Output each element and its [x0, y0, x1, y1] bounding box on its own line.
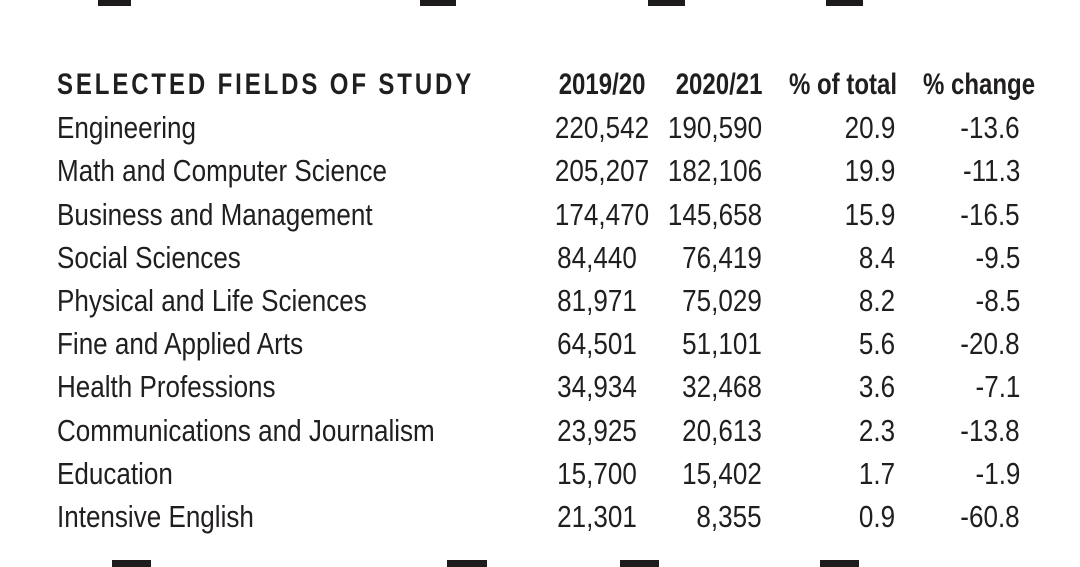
value-2019-20-cell [537, 365, 637, 408]
value-2020-21-text: 51,101 [682, 326, 762, 362]
table-row [57, 149, 1020, 192]
pct-change-text: -8.5 [975, 282, 1020, 318]
pct-change-cell [895, 193, 1020, 236]
value-2019-20-cell [537, 193, 650, 236]
table-row [57, 452, 1020, 495]
cut-off-text-fragment-bottom-3 [620, 560, 659, 567]
value-2019-20-cell [537, 495, 637, 538]
column-header-2020-21: 2020/21 [675, 68, 762, 101]
pct-of-total-cell [762, 193, 895, 236]
pct-of-total-cell [762, 495, 895, 538]
pct-change-text: -9.5 [975, 239, 1020, 275]
field-name-text: Business and Management [57, 196, 373, 232]
column-header-2019-20: 2019/20 [558, 68, 646, 101]
table-row [57, 495, 1020, 538]
value-2019-20-cell [537, 409, 637, 452]
pct-of-total-cell [762, 452, 895, 495]
value-2019-20-text: 84,440 [557, 239, 637, 275]
pct-change-text: -16.5 [960, 196, 1020, 232]
value-2019-20-text: 34,934 [557, 369, 637, 405]
pct-of-total-text: 1.7 [858, 455, 895, 491]
field-name-cell [57, 236, 537, 279]
table-row [57, 365, 1020, 408]
field-name-cell [57, 409, 537, 452]
value-2019-20-text: 21,301 [557, 498, 637, 534]
value-2020-21-text: 75,029 [682, 282, 762, 318]
field-name-text: Health Professions [57, 369, 276, 405]
pct-change-text: -13.6 [960, 110, 1020, 146]
value-2020-21-cell [637, 495, 762, 538]
field-name-cell [57, 279, 537, 322]
pct-change-cell [895, 322, 1020, 365]
pct-change-cell [895, 149, 1020, 192]
pct-change-cell [895, 409, 1020, 452]
field-name-cell [57, 193, 537, 236]
pct-of-total-text: 20.9 [844, 110, 895, 146]
cut-off-text-fragment-top-4 [826, 0, 863, 6]
pct-of-total-text: 19.9 [844, 153, 895, 189]
table-title [57, 63, 537, 106]
field-name-text: Education [57, 455, 173, 491]
field-name-text: Social Sciences [57, 239, 241, 275]
value-2020-21-cell [637, 279, 762, 322]
pct-of-total-cell [762, 409, 895, 452]
field-name-text: Fine and Applied Arts [57, 326, 304, 362]
table-row [57, 236, 1020, 279]
value-2020-21-text: 20,613 [682, 412, 762, 448]
value-2020-21-text: 32,468 [682, 369, 762, 405]
pct-change-cell [895, 236, 1020, 279]
cut-off-text-fragment-bottom-4 [820, 560, 859, 567]
value-2020-21-cell [637, 106, 762, 149]
field-name-cell [57, 452, 537, 495]
pct-change-cell [895, 106, 1020, 149]
table-row [57, 193, 1020, 236]
value-2020-21-cell [637, 452, 762, 495]
value-2020-21-text: 15,402 [682, 455, 762, 491]
pct-change-cell [895, 495, 1020, 538]
cut-off-text-fragment-top-2 [420, 0, 456, 6]
table-title-text: SELECTED FIELDS OF STUDY [57, 68, 475, 101]
value-2019-20-text: 205,207 [554, 153, 650, 189]
field-name-cell [57, 365, 537, 408]
column-header-pct-of-total: % of total [789, 68, 897, 101]
pct-of-total-text: 3.6 [858, 369, 895, 405]
pct-of-total-cell [762, 279, 895, 322]
field-name-cell [57, 322, 537, 365]
value-2019-20-cell [537, 322, 637, 365]
cut-off-text-fragment-bottom-1 [112, 560, 151, 567]
pct-of-total-cell [762, 149, 895, 192]
value-2019-20-cell [537, 279, 637, 322]
field-name-text: Engineering [57, 110, 196, 146]
value-2019-20-text: 220,542 [554, 110, 650, 146]
value-2019-20-text: 15,700 [557, 455, 637, 491]
pct-change-cell [895, 452, 1020, 495]
table-header-row [57, 63, 1036, 106]
pct-change-text: -11.3 [962, 153, 1020, 189]
pct-change-cell [895, 279, 1020, 322]
table-row [57, 409, 1020, 452]
cut-off-text-fragment-bottom-2 [447, 560, 487, 567]
pct-of-total-cell [762, 236, 895, 279]
field-name-text: Physical and Life Sciences [57, 282, 367, 318]
pct-change-text: -13.8 [960, 412, 1020, 448]
pct-of-total-text: 8.2 [858, 282, 895, 318]
value-2020-21-text: 182,106 [667, 153, 762, 189]
cut-off-text-fragment-top-1 [98, 0, 131, 6]
value-2019-20-text: 23,925 [557, 412, 637, 448]
pct-change-text: -20.8 [960, 326, 1020, 362]
value-2020-21-cell [637, 365, 762, 408]
pct-of-total-text: 5.6 [858, 326, 895, 362]
pct-of-total-cell [762, 365, 895, 408]
cut-off-text-fragment-top-3 [648, 0, 685, 6]
pct-of-total-text: 0.9 [858, 498, 895, 534]
value-2019-20-cell [537, 149, 650, 192]
pct-change-text: -7.1 [975, 369, 1020, 405]
fields-of-study-table [57, 63, 1036, 538]
field-name-text: Math and Computer Science [57, 153, 388, 189]
pct-change-text: -60.8 [960, 498, 1020, 534]
pct-of-total-cell [762, 322, 895, 365]
value-2019-20-text: 64,501 [557, 326, 637, 362]
value-2020-21-text: 76,419 [682, 239, 762, 275]
pct-of-total-cell [762, 106, 895, 149]
pct-of-total-text: 8.4 [858, 239, 895, 275]
table-row [57, 322, 1020, 365]
field-name-cell [57, 149, 537, 192]
field-name-cell [57, 106, 537, 149]
table-row [57, 279, 1020, 322]
column-header-pct-change: % change [923, 68, 1036, 101]
value-2019-20-text: 81,971 [557, 282, 637, 318]
field-name-text: Communications and Journalism [57, 412, 435, 448]
value-2020-21-cell [637, 149, 762, 192]
value-2020-21-text: 8,355 [696, 498, 762, 534]
value-2020-21-cell [637, 322, 762, 365]
pct-change-cell [895, 365, 1020, 408]
value-2019-20-text: 174,470 [554, 196, 650, 232]
pct-of-total-text: 15.9 [844, 196, 895, 232]
field-name-cell [57, 495, 537, 538]
value-2020-21-cell [637, 193, 762, 236]
value-2020-21-text: 145,658 [667, 196, 762, 232]
field-name-text: Intensive English [57, 498, 254, 534]
pct-of-total-text: 2.3 [858, 412, 895, 448]
value-2019-20-cell [537, 106, 650, 149]
table-body [57, 106, 1020, 538]
value-2019-20-cell [537, 236, 637, 279]
table-row [57, 106, 1020, 149]
value-2020-21-text: 190,590 [667, 110, 762, 146]
value-2019-20-cell [537, 452, 637, 495]
value-2020-21-cell [637, 409, 762, 452]
pct-change-text: -1.9 [975, 455, 1020, 491]
value-2020-21-cell [637, 236, 762, 279]
